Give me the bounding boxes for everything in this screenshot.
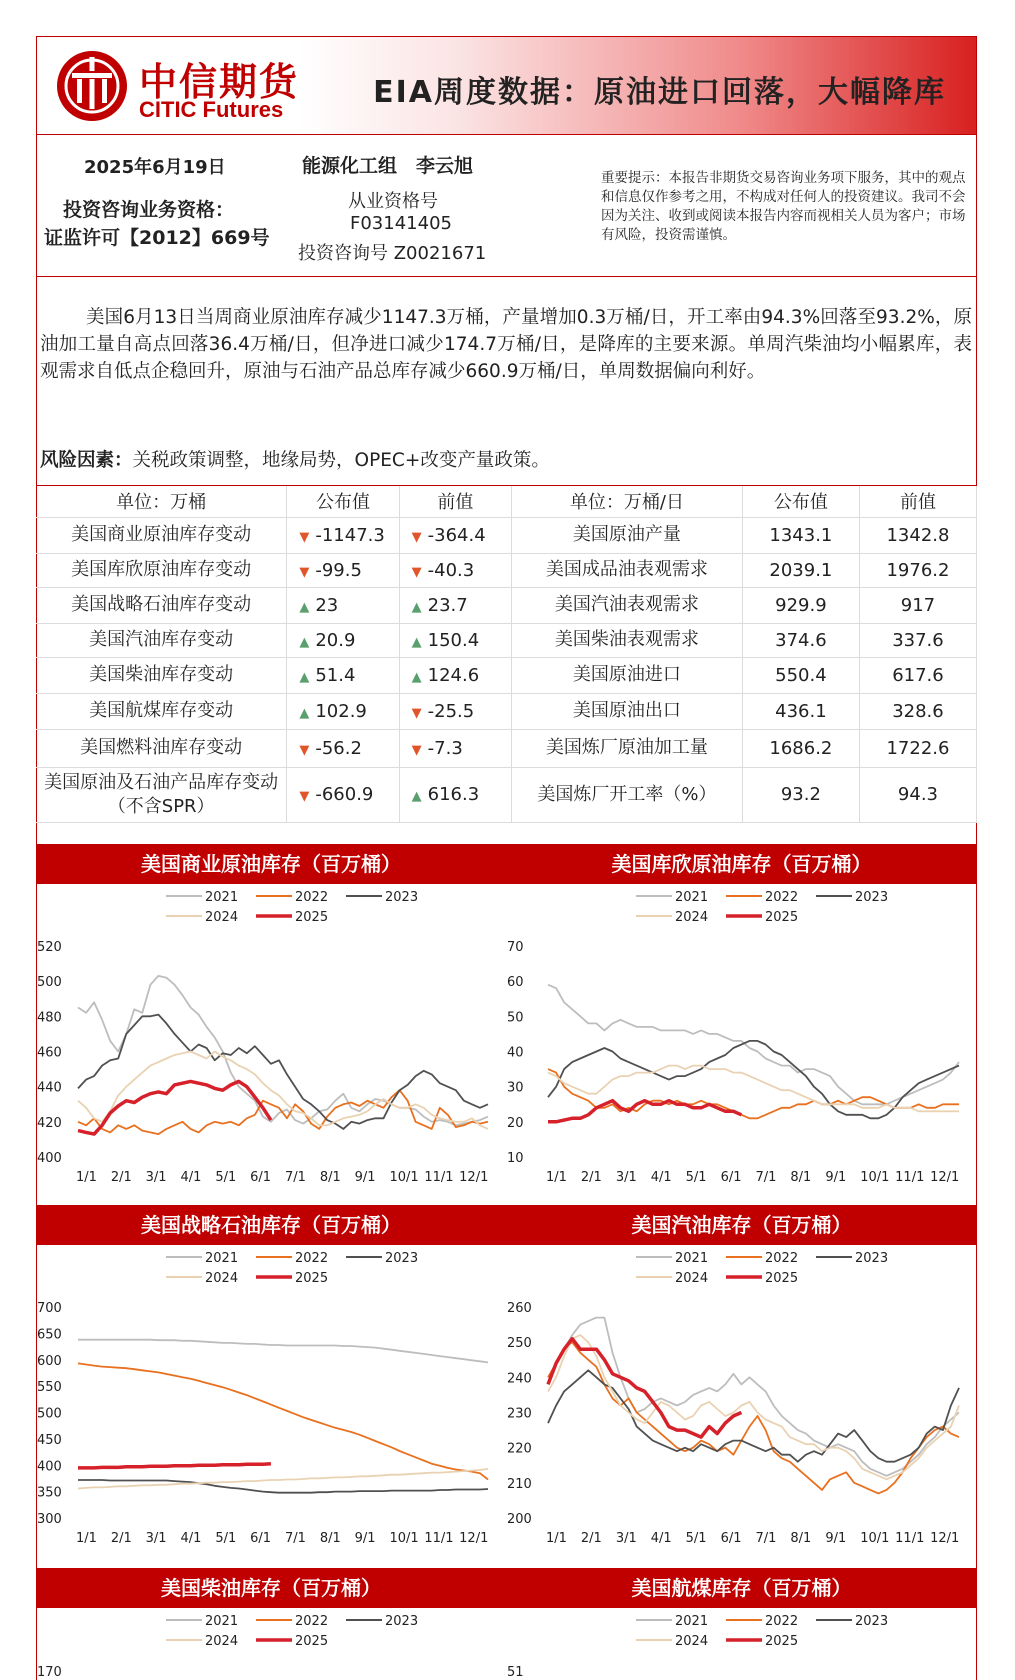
legend-label-2025: 2025	[295, 910, 329, 925]
legend-label-2022: 2022	[295, 1251, 329, 1266]
up-arrow-icon: ▲	[299, 599, 310, 615]
y-tick-label: 400	[37, 1151, 62, 1166]
legend-label-2024: 2024	[675, 910, 709, 925]
value-text: -40.3	[427, 559, 475, 581]
previous-value: 1342.8	[859, 517, 976, 553]
y-tick-label: 350	[37, 1485, 62, 1501]
table-row	[512, 517, 977, 553]
x-tick-label: 6/1	[250, 1170, 272, 1185]
previous-value: 1976.2	[859, 553, 976, 587]
table-row	[512, 657, 977, 693]
y-tick-label: 50	[507, 1010, 524, 1026]
legend-label-2024: 2024	[205, 910, 239, 925]
published-value	[287, 623, 399, 657]
row-label: 美国汽油库存变动	[36, 623, 287, 657]
invest-advisory-number: 投资咨询号 Z0021671	[298, 243, 487, 264]
row-label: 美国原油产量	[512, 517, 742, 553]
section-cushing-crude: 美国库欣原油库存（百万桶）	[506, 844, 977, 884]
column-header: 单位：万桶	[36, 486, 287, 517]
y-tick-label: 550	[37, 1380, 62, 1396]
section-jet-fuel: 美国航煤库存（百万桶）	[506, 1568, 977, 1608]
summary-paragraph: 美国6月13日当周商业原油库存减少1147.3万桶，产量增加0.3万桶/日，开工率由94.3%回落至93.2%，原油加工量自高点回落36.4万桶/日，但净进口减少174.7万桶/日，是降库的主要来源。单周汽柴油均小幅累库，表观需求自低点企稳回升，原油与石油产品总库存减少660.9万桶/日，单周数据偏向利好。	[40, 307, 972, 382]
previous-value	[399, 553, 511, 587]
row-label: 美国战略石油库存变动	[36, 587, 287, 623]
legend-label-2022: 2022	[295, 1614, 329, 1629]
legend-label-2024: 2024	[675, 1634, 709, 1649]
qualification-label: 投资咨询业务资格：	[63, 199, 235, 221]
published-value: 374.6	[742, 623, 859, 657]
series-line-2021	[78, 976, 488, 1125]
value-text: -1147.3	[315, 524, 385, 546]
down-arrow-icon: ▼	[411, 705, 422, 721]
report-date: 2025年6月19日	[84, 157, 226, 178]
y-tick-label: 480	[37, 1010, 62, 1026]
down-arrow-icon: ▼	[299, 564, 310, 580]
legend-label-2025: 2025	[295, 1634, 329, 1649]
value-text: -364.4	[427, 524, 486, 546]
legend-label-2022: 2022	[765, 1614, 799, 1629]
y-tick-label: 500	[37, 1406, 62, 1422]
value-text: -99.5	[315, 559, 362, 581]
y-tick-label: 250	[507, 1336, 532, 1352]
x-tick-label: 11/1	[895, 1531, 925, 1546]
x-tick-label: 12/1	[930, 1170, 960, 1185]
down-arrow-icon: ▼	[411, 564, 422, 580]
x-tick-label: 4/1	[650, 1170, 672, 1185]
row-label: 美国汽油表观需求	[512, 587, 742, 623]
x-tick-label: 7/1	[285, 1170, 306, 1185]
column-header: 前值	[859, 486, 976, 517]
y-tick-label: 460	[37, 1045, 62, 1061]
x-tick-label: 9/1	[825, 1170, 847, 1185]
x-tick-label: 9/1	[354, 1170, 376, 1185]
series-line-2022	[78, 1090, 488, 1134]
y-tick-label: 300	[37, 1512, 62, 1527]
gasoline-chart	[506, 1245, 977, 1560]
published-value	[287, 729, 399, 767]
y-tick-label: 240	[507, 1371, 532, 1387]
value-text: 150.4	[427, 629, 480, 651]
y-tick-label: 450	[37, 1432, 62, 1448]
legend-label-2023: 2023	[855, 890, 889, 905]
previous-value	[399, 657, 511, 693]
up-arrow-icon: ▲	[411, 634, 422, 650]
x-tick-label: 3/1	[615, 1531, 637, 1546]
report-header	[36, 36, 977, 135]
x-tick-label: 4/1	[650, 1531, 672, 1546]
y-tick-label: 40	[507, 1045, 524, 1061]
x-tick-label: 11/1	[895, 1170, 925, 1185]
table-header-row	[36, 486, 512, 517]
y-tick-label: 60	[507, 975, 524, 991]
y-tick-label: 700	[37, 1301, 62, 1316]
series-line-2023	[548, 1370, 959, 1461]
x-tick-label: 5/1	[215, 1170, 237, 1185]
legend-label-2021: 2021	[205, 1614, 239, 1629]
row-label: 美国原油进口	[512, 657, 742, 693]
table-row	[512, 693, 977, 729]
published-value	[287, 553, 399, 587]
x-tick-label: 1/1	[546, 1531, 567, 1546]
row-label: 美国库欣原油库存变动	[36, 553, 287, 587]
x-tick-label: 6/1	[720, 1531, 742, 1546]
published-value: 93.2	[742, 767, 859, 822]
y-tick-label: 440	[37, 1080, 62, 1096]
down-arrow-icon: ▼	[299, 742, 310, 758]
table-row	[36, 657, 512, 693]
table-row	[512, 587, 977, 623]
up-arrow-icon: ▲	[299, 634, 310, 650]
down-arrow-icon: ▼	[299, 789, 310, 804]
y-tick-label: 30	[507, 1080, 524, 1096]
analyst-team: 能源化工组 李云旭	[302, 155, 474, 177]
published-value: 929.9	[742, 587, 859, 623]
published-value	[287, 657, 399, 693]
x-tick-label: 7/1	[285, 1531, 306, 1546]
value-text: 102.9	[315, 700, 367, 722]
citic-logo-icon	[55, 49, 129, 123]
x-tick-label: 7/1	[755, 1170, 777, 1185]
published-value	[287, 517, 399, 553]
row-label: 美国成品油表观需求	[512, 553, 742, 587]
y-tick-label: 650	[37, 1327, 62, 1343]
x-tick-label: 11/1	[424, 1170, 454, 1185]
x-tick-label: 2/1	[580, 1531, 602, 1546]
x-tick-label: 12/1	[459, 1170, 489, 1185]
row-label: 美国原油及石油产品库存变动（不含SPR）	[36, 767, 287, 822]
table-row	[512, 623, 977, 657]
published-value: 1343.1	[742, 517, 859, 553]
x-tick-label: 3/1	[145, 1531, 167, 1546]
series-line-2024	[78, 1052, 488, 1129]
y-tick-label: 520	[37, 940, 62, 955]
y-tick-label: 500	[37, 975, 62, 991]
y-tick-label: 210	[507, 1476, 532, 1492]
x-tick-label: 10/1	[860, 1531, 890, 1546]
published-value	[287, 587, 399, 623]
x-tick-label: 1/1	[546, 1170, 567, 1185]
y-tick-label: 170	[37, 1665, 62, 1680]
legend-label-2025: 2025	[765, 910, 799, 925]
legend-label-2023: 2023	[855, 1251, 889, 1266]
series-line-2024	[548, 1335, 959, 1479]
logo-english-name: CITIC Futures	[139, 97, 284, 122]
y-tick-label: 10	[507, 1151, 524, 1166]
previous-value	[399, 517, 511, 553]
up-arrow-icon: ▲	[299, 669, 310, 685]
row-label: 美国炼厂原油加工量	[512, 729, 742, 767]
legend-label-2022: 2022	[765, 890, 799, 905]
row-label: 美国航煤库存变动	[36, 693, 287, 729]
value-text: -25.5	[427, 700, 475, 722]
previous-value: 917	[859, 587, 976, 623]
qualification-number: 证监许可【2012】669号	[44, 227, 270, 249]
up-arrow-icon: ▲	[411, 669, 422, 685]
risk-label: 风险因素：	[40, 450, 133, 471]
down-arrow-icon: ▼	[411, 742, 422, 758]
jet-fuel-chart	[506, 1608, 977, 1680]
risk-factors	[40, 446, 550, 472]
series-line-2021	[548, 985, 959, 1105]
row-label: 美国原油出口	[512, 693, 742, 729]
row-label: 美国炼厂开工率（%）	[512, 767, 742, 822]
column-header: 公布值	[287, 486, 399, 517]
legend-label-2021: 2021	[205, 890, 239, 905]
table-row	[36, 693, 512, 729]
row-label: 美国柴油表观需求	[512, 623, 742, 657]
table-row	[512, 553, 977, 587]
x-tick-label: 10/1	[389, 1170, 419, 1185]
table-row	[36, 553, 512, 587]
x-tick-label: 5/1	[685, 1531, 707, 1546]
inventory-change-table	[36, 486, 512, 823]
legend-label-2024: 2024	[675, 1271, 709, 1286]
table-row	[36, 729, 512, 767]
down-arrow-icon: ▼	[299, 529, 310, 545]
previous-value	[399, 587, 511, 623]
table-row	[36, 587, 512, 623]
section-diesel: 美国柴油库存（百万桶）	[36, 1568, 506, 1608]
logo-chinese-name: 中信期货	[139, 59, 300, 104]
value-text: -660.9	[315, 784, 374, 805]
series-line-2024	[78, 1469, 488, 1489]
x-tick-label: 6/1	[250, 1531, 272, 1546]
legend-label-2022: 2022	[295, 890, 329, 905]
column-header: 前值	[399, 486, 511, 517]
x-tick-label: 5/1	[685, 1170, 707, 1185]
x-tick-label: 10/1	[389, 1531, 419, 1546]
x-tick-label: 9/1	[825, 1531, 847, 1546]
series-line-2021	[548, 1318, 959, 1476]
published-value: 1686.2	[742, 729, 859, 767]
y-tick-label: 20	[507, 1115, 524, 1131]
legend-label-2023: 2023	[385, 1614, 419, 1629]
legend-label-2023: 2023	[385, 890, 419, 905]
legend-label-2023: 2023	[385, 1251, 419, 1266]
previous-value	[399, 729, 511, 767]
previous-value	[399, 693, 511, 729]
x-tick-label: 7/1	[755, 1531, 777, 1546]
published-value	[287, 767, 399, 822]
value-text: 23.7	[427, 594, 468, 616]
table-row	[36, 767, 512, 822]
y-tick-label: 420	[37, 1115, 62, 1131]
legend-label-2024: 2024	[205, 1634, 239, 1649]
table-row	[512, 767, 977, 822]
row-label: 美国商业原油库存变动	[36, 517, 287, 553]
x-tick-label: 1/1	[76, 1170, 97, 1185]
legend-label-2021: 2021	[675, 1614, 709, 1629]
legend-label-2025: 2025	[295, 1271, 329, 1286]
x-tick-label: 3/1	[145, 1170, 167, 1185]
legend-label-2025: 2025	[765, 1271, 799, 1286]
x-tick-label: 9/1	[354, 1531, 376, 1546]
series-line-2023	[548, 1041, 959, 1118]
y-tick-label: 400	[37, 1459, 62, 1475]
x-tick-label: 1/1	[76, 1531, 97, 1546]
previous-value: 94.3	[859, 767, 976, 822]
row-label: 美国柴油库存变动	[36, 657, 287, 693]
table-row	[36, 517, 512, 553]
x-tick-label: 11/1	[424, 1531, 454, 1546]
x-tick-label: 6/1	[720, 1170, 742, 1185]
series-line-2021	[78, 1340, 488, 1363]
value-text: -56.2	[315, 737, 362, 759]
column-header: 单位：万桶/日	[512, 486, 742, 517]
up-arrow-icon: ▲	[299, 705, 310, 721]
previous-value: 1722.6	[859, 729, 976, 767]
series-line-2022	[548, 1069, 959, 1118]
cert-label: 从业资格号	[348, 191, 438, 212]
x-tick-label: 8/1	[319, 1531, 341, 1546]
table-row	[36, 623, 512, 657]
value-text: 124.6	[427, 664, 480, 686]
row-label: 美国燃料油库存变动	[36, 729, 287, 767]
supply-demand-table	[512, 486, 977, 823]
y-tick-label: 220	[507, 1441, 532, 1457]
report-title: EIA周度数据：原油进口回落，大幅降库	[373, 75, 946, 110]
cushing-crude-chart	[506, 884, 977, 1194]
y-tick-label: 260	[507, 1301, 532, 1316]
commercial-crude-chart	[36, 884, 506, 1194]
previous-value	[399, 767, 511, 822]
value-text: 23	[315, 594, 339, 616]
disclaimer: 重要提示：本报告非期货交易咨询业务项下服务，其中的观点和信息仅作参考之用，不构成对任何人的投资建议。我司不会因为关注、收到或阅读本报告内容而视相关人员为客户；市场有风险，投资需谨慎。	[601, 170, 966, 243]
x-tick-label: 4/1	[180, 1531, 202, 1546]
down-arrow-icon: ▼	[411, 529, 422, 545]
x-tick-label: 2/1	[110, 1170, 132, 1185]
series-line-2025	[78, 1464, 271, 1468]
x-tick-label: 10/1	[860, 1170, 890, 1185]
previous-value	[399, 623, 511, 657]
legend-label-2021: 2021	[205, 1251, 239, 1266]
x-tick-label: 2/1	[580, 1170, 602, 1185]
legend-label-2021: 2021	[675, 890, 709, 905]
x-tick-label: 8/1	[790, 1531, 812, 1546]
x-tick-label: 5/1	[215, 1531, 237, 1546]
column-header: 公布值	[742, 486, 859, 517]
legend-label-2025: 2025	[765, 1634, 799, 1649]
report-info	[36, 135, 977, 277]
published-value: 436.1	[742, 693, 859, 729]
x-tick-label: 8/1	[319, 1170, 341, 1185]
cert-number: F03141405	[350, 213, 452, 234]
table-header-row	[512, 486, 977, 517]
published-value: 2039.1	[742, 553, 859, 587]
x-tick-label: 2/1	[110, 1531, 132, 1546]
y-tick-label: 230	[507, 1406, 532, 1422]
table-row	[512, 729, 977, 767]
x-tick-label: 3/1	[615, 1170, 637, 1185]
x-tick-label: 12/1	[930, 1531, 960, 1546]
x-tick-label: 8/1	[790, 1170, 812, 1185]
risk-text: 关税政策调整，地缘局势，OPEC+改变产量政策。	[132, 450, 550, 471]
section-commercial-crude: 美国商业原油库存（百万桶）	[36, 844, 506, 884]
previous-value: 337.6	[859, 623, 976, 657]
section-spr: 美国战略石油库存（百万桶）	[36, 1205, 506, 1245]
y-tick-label: 600	[37, 1353, 62, 1369]
legend-label-2022: 2022	[765, 1251, 799, 1266]
value-text: 616.3	[427, 784, 480, 805]
y-tick-label: 200	[507, 1512, 532, 1527]
published-value	[287, 693, 399, 729]
diesel-chart	[36, 1608, 506, 1680]
value-text: -7.3	[427, 737, 463, 759]
y-tick-label: 51	[507, 1665, 524, 1680]
value-text: 51.4	[315, 664, 356, 686]
spr-chart	[36, 1245, 506, 1560]
previous-value: 328.6	[859, 693, 976, 729]
published-value: 550.4	[742, 657, 859, 693]
legend-label-2021: 2021	[675, 1251, 709, 1266]
legend-label-2023: 2023	[855, 1614, 889, 1629]
up-arrow-icon: ▲	[411, 789, 422, 804]
previous-value: 617.6	[859, 657, 976, 693]
x-tick-label: 12/1	[459, 1531, 489, 1546]
series-line-2022	[78, 1363, 488, 1479]
legend-label-2024: 2024	[205, 1271, 239, 1286]
section-gasoline: 美国汽油库存（百万桶）	[506, 1205, 977, 1245]
value-text: 20.9	[315, 629, 356, 651]
up-arrow-icon: ▲	[411, 599, 422, 615]
x-tick-label: 4/1	[180, 1170, 202, 1185]
y-tick-label: 70	[507, 940, 524, 955]
